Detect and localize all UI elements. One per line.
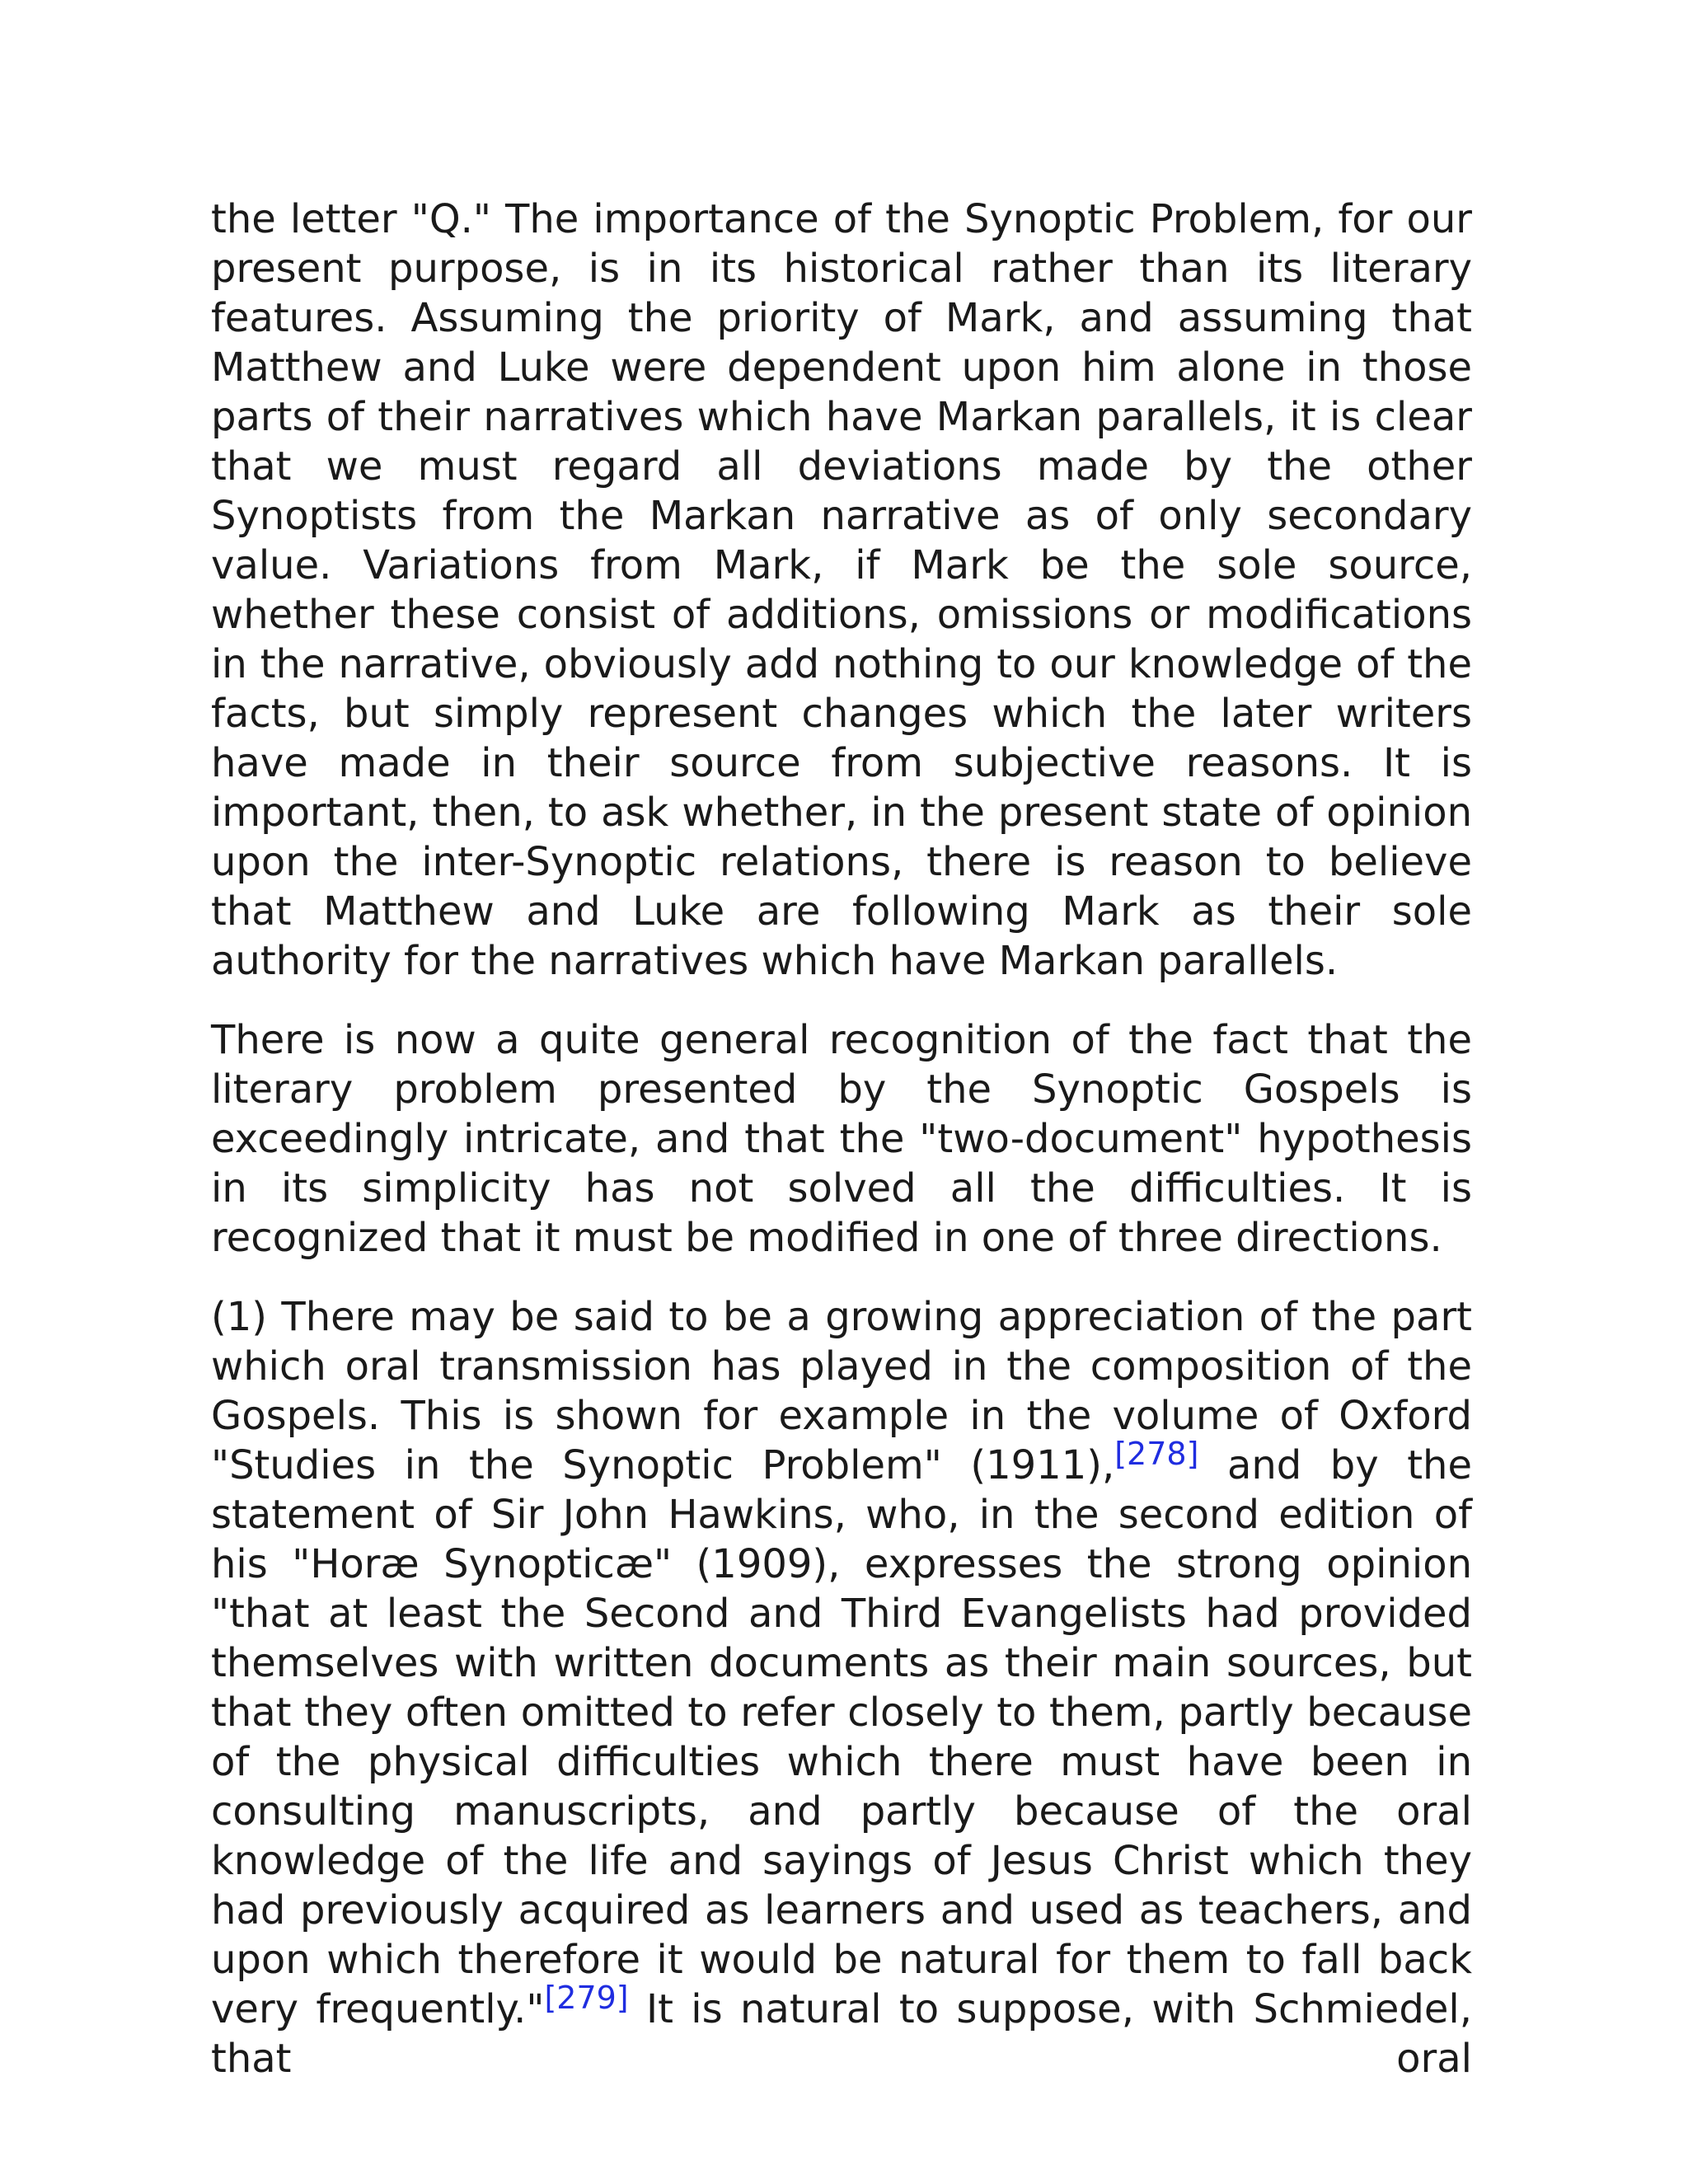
paragraph-3-text-a: (1) There may be said to be a growing appreciation of the part which oral transmission has played in the composition of the Gospels. This is shown for example in the volume of Oxford "Studies in the Synoptic Problem" (1911),: [211, 1294, 1472, 1488]
paragraph-2: [211, 1015, 1472, 1263]
footnote-link-278[interactable]: [278]: [1114, 1436, 1199, 1472]
paragraph-2-text: There is now a quite general recognition of the fact that the literary problem presented by the Synoptic Gospels is exceedingly intricate, and that the "two-document" hypothesis in its simplicity has not solved all the difficulties. It is recognized that it must be modified in one of three directions.: [211, 1017, 1472, 1261]
paragraph-1: [211, 194, 1472, 986]
page-body: [211, 194, 1472, 2113]
paragraph-3: [211, 1292, 1472, 2083]
paragraph-1-text: the letter "Q." The importance of the Synoptic Problem, for our present purpose, is in its historical rather than its literary features. Assuming the priority of Mark, and assuming that Matthew and Luke were dependent upon him alone in those parts of their narratives which have Markan parallels, it is clear that we must regard all deviations made by the other Synoptists from the Markan narrative as of only secondary value. Variations from Mark, if Mark be the sole source, whether these consist of additions, omissions or modifications in the narrative, obviously add nothing to our knowledge of the facts, but simply represent changes which the later writers have made in their source from subjective reasons. It is important, then, to ask whether, in the present state of opinion upon the inter-Synoptic relations, there is reason to believe that Matthew and Luke are following Mark as their sole authority for the narratives which have Markan parallels.: [211, 196, 1472, 984]
paragraph-3-text-b: and by the statement of Sir John Hawkins, who, in the second edition of his "Horæ Synopticæ" (1909), expresses the strong opinion "that at least the Second and Third Evangelists had provided themselves with written documents as their main sources, but that they often omitted to refer closely to them, partly because of the physical difficulties which there must have been in consulting manuscripts, and partly because of the oral knowledge of the life and sayings of Jesus Christ which they had previously acquired as learners and used as teachers, and upon which therefore it would be natural for them to fall back very frequently.": [211, 1442, 1472, 2032]
paragraph-3-text-c: It is natural to suppose, with Schmiedel, that oral: [211, 1986, 1472, 2082]
footnote-link-279[interactable]: [279]: [544, 1980, 629, 2016]
